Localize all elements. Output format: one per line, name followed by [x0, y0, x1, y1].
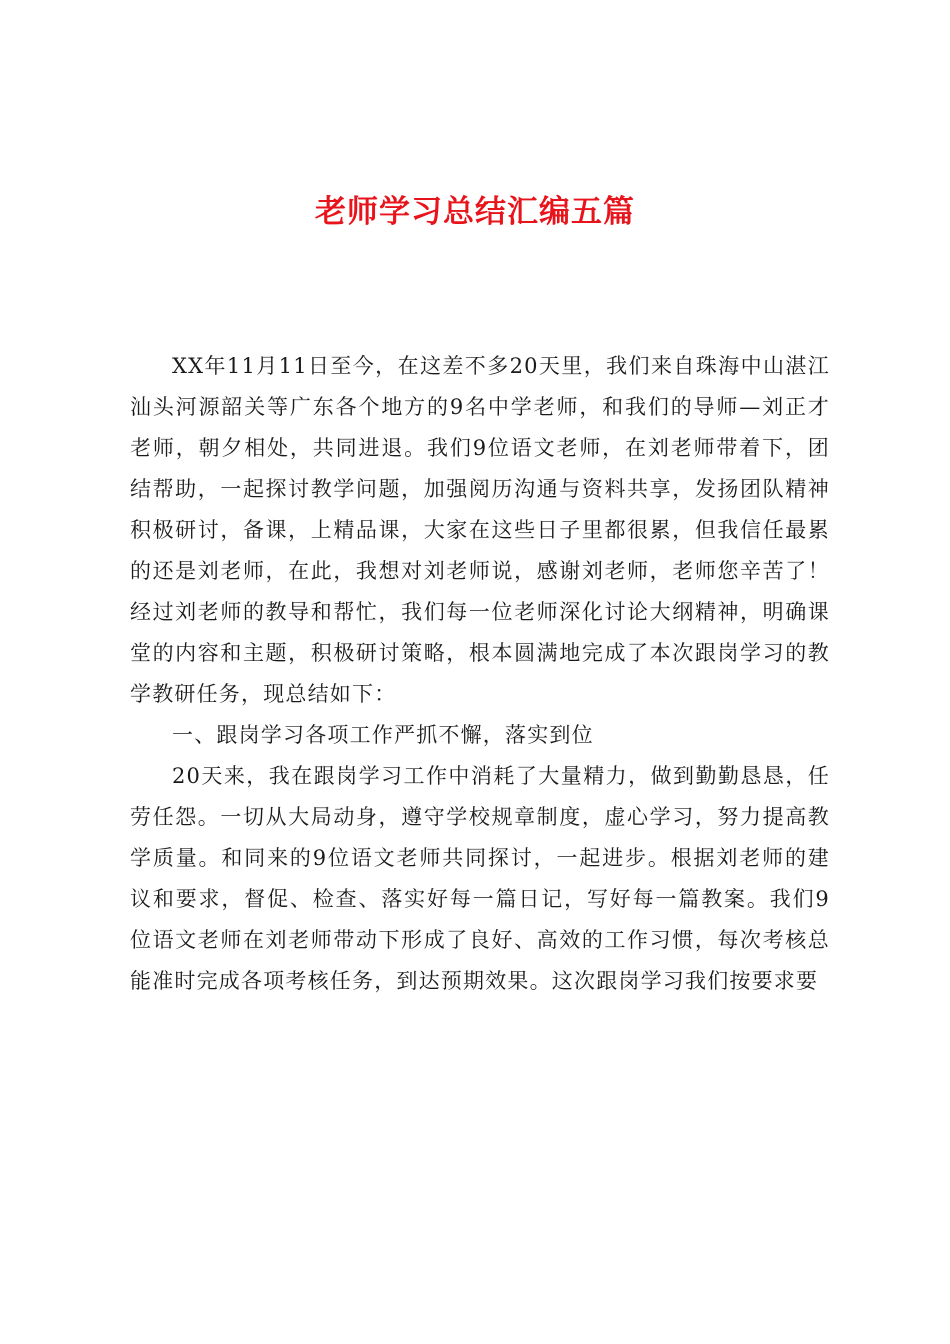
- document-title: 老师学习总结汇编五篇: [315, 194, 635, 230]
- paragraph-intro: XX年11月11日至今，在这差不多20天里，我们来自珠海中山湛江汕头河源韶关等广东各个地方的9名中学老师，和我们的导师—刘正才老师，朝夕相处，共同进退。我们9位语文老师，在刘老师带着下，团结帮助，一起探讨教学问题，加强阅历沟通与资料共享，发扬团队精神积极研讨，备课，上精品课，大家在这些日子里都很累，但我信任最累的还是刘老师，在此，我想对刘老师说，感谢刘老师，老师您辛苦了！经过刘老师的教导和帮忙，我们每一位老师深化讨论大纲精神，明确课堂的内容和主题，积极研讨策略，根本圆满地完成了本次跟岗学习的教学教研任务，现总结如下：: [130, 354, 830, 706]
- section-heading-1: 一、跟岗学习各项工作严抓不懈，落实到位: [172, 723, 594, 747]
- paragraph-section-1: 20天来，我在跟岗学习工作中消耗了大量精力，做到勤勤恳恳，任劳任怨。一切从大局动身，遵守学校规章制度，虚心学习，努力提高教学质量。和同来的9位语文老师共同探讨，一起进步。根据刘老师的建议和要求，督促、检查、落实好每一篇日记，写好每一篇教案。我们9位语文老师在刘老师带动下形成了良好、高效的工作习惯，每次考核总能准时完成各项考核任务，到达预期效果。这次跟岗学习我们按要求要: [130, 764, 830, 993]
- document-body: [130, 346, 830, 1002]
